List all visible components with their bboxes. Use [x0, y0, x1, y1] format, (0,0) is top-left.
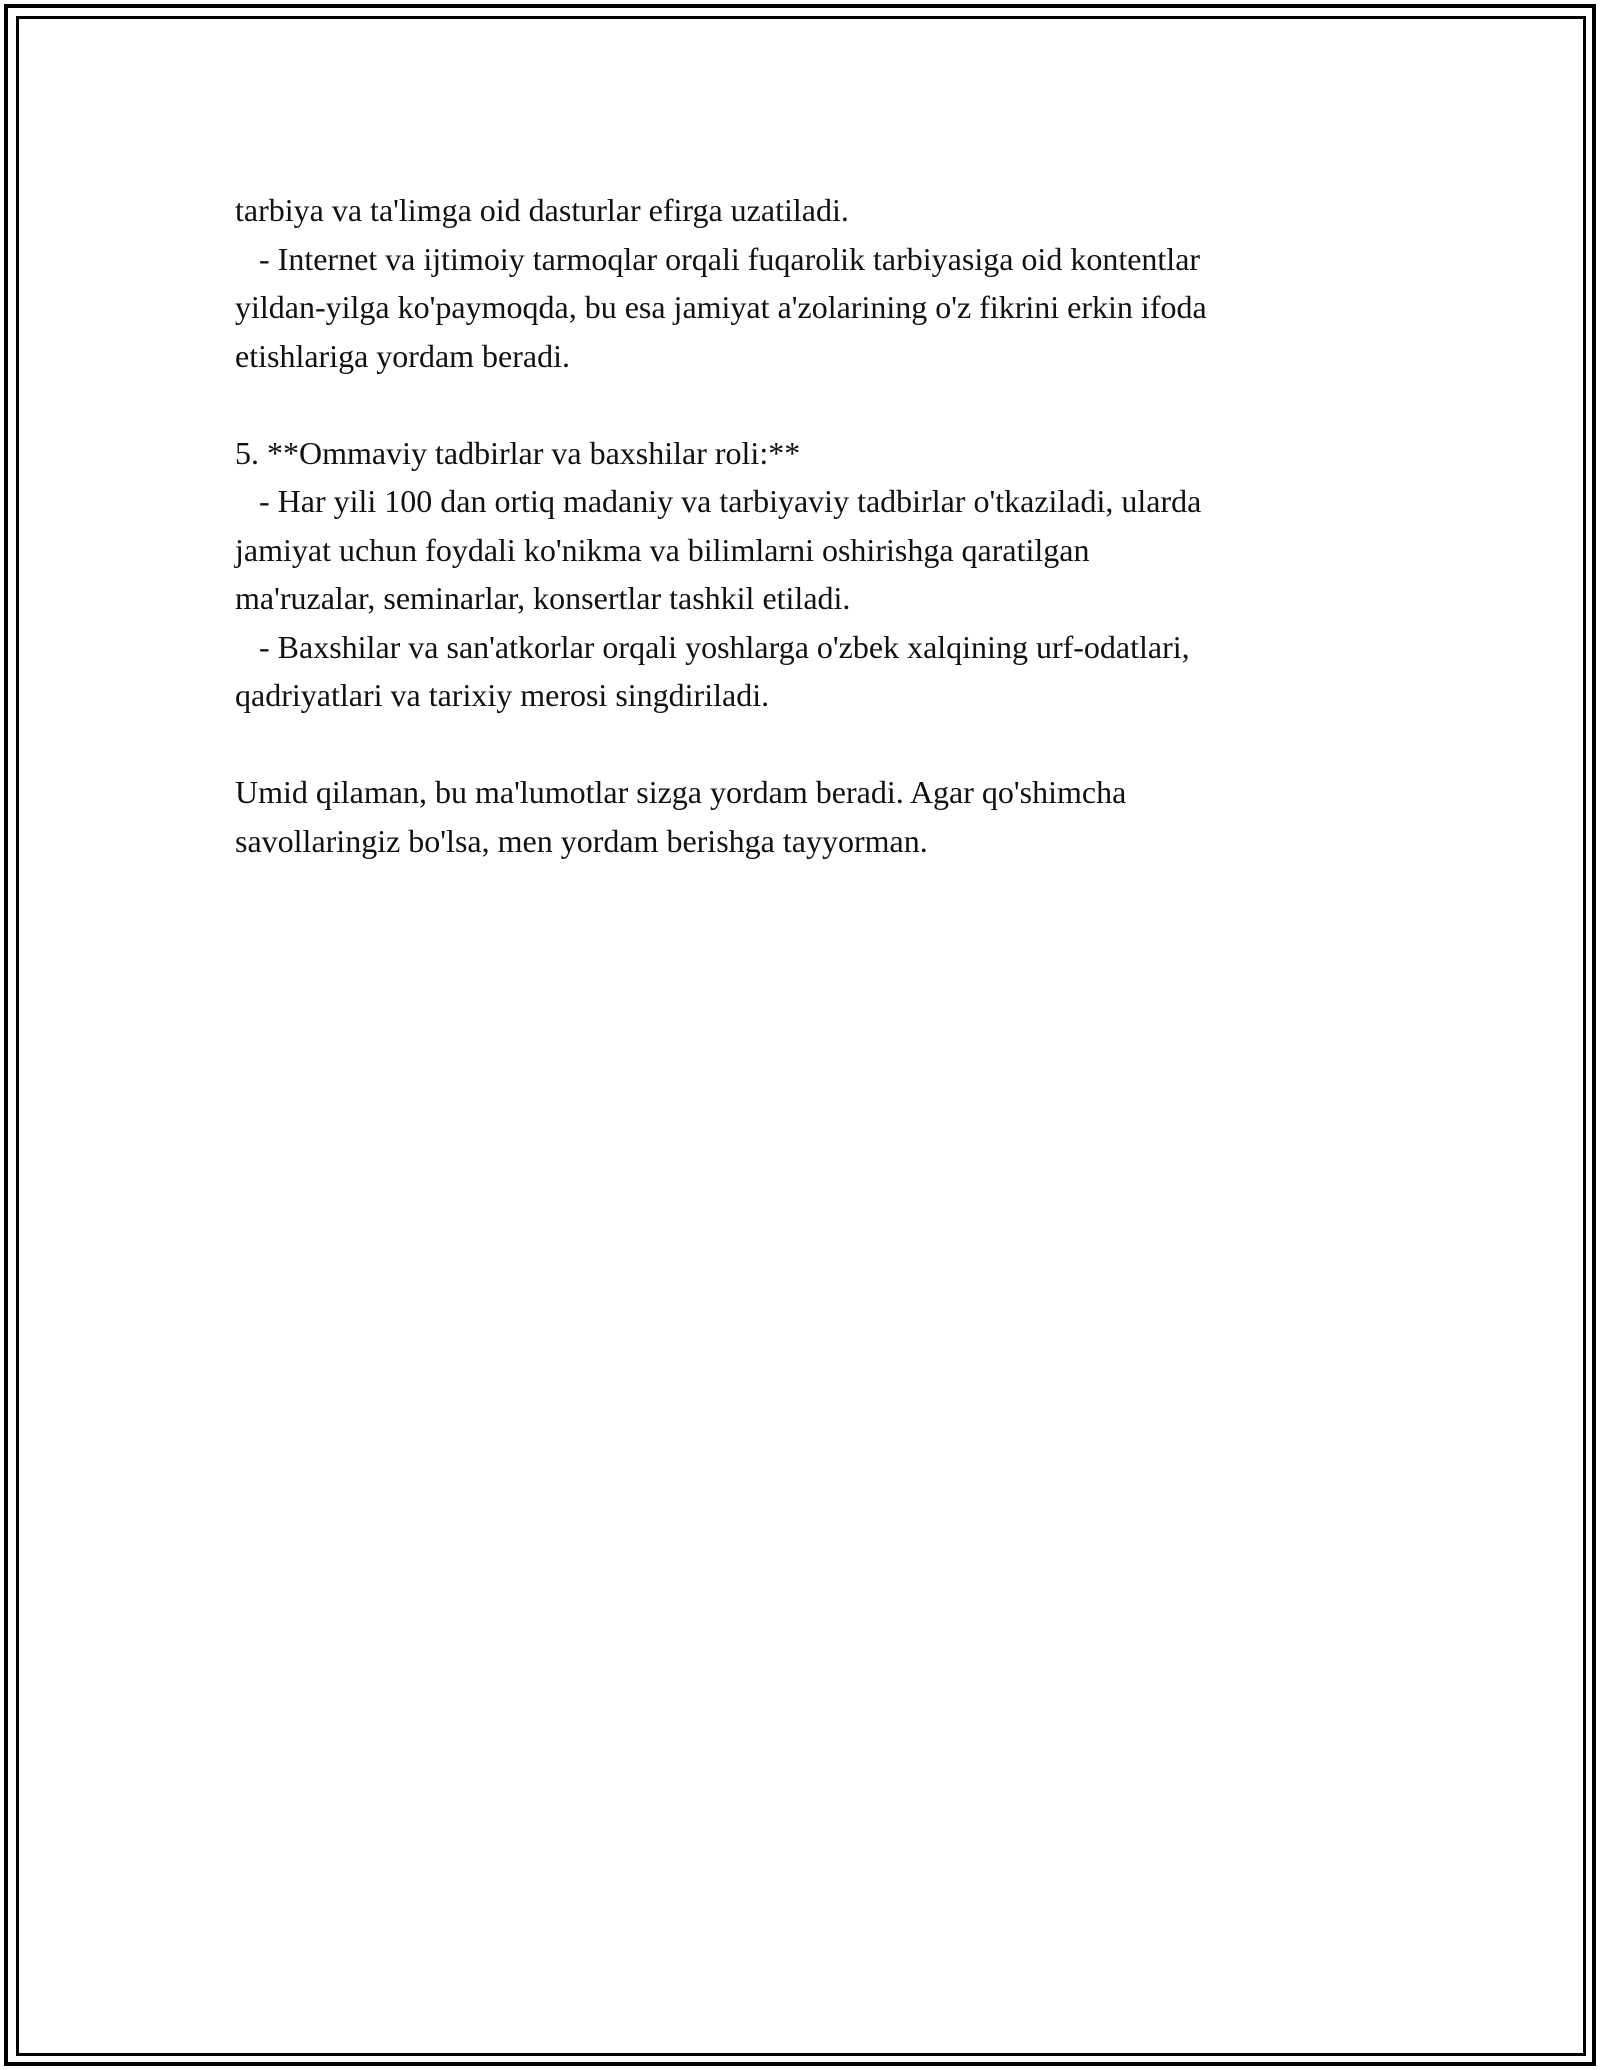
text-line: savollaringiz bo'lsa, men yordam berishga tayyorman. [235, 822, 928, 859]
paragraph-media [235, 186, 1365, 380]
paragraph-spacer [235, 720, 1365, 769]
document-body [235, 186, 1365, 865]
text-line: - Baxshilar va san'atkorlar orqali yoshlarga o'zbek xalqining urf-odatlari, [235, 628, 1190, 665]
text-line: yildan-yilga ko'paymoqda, bu esa jamiyat a'zolarining o'z fikrini erkin ifoda [235, 289, 1207, 325]
text-line: jamiyat uchun foydali ko'nikma va bilimlarni oshirishga qaratilgan [235, 531, 1090, 568]
text-line: Umid qilaman, bu ma'lumotlar sizga yordam beradi. Agar qo'shimcha [235, 774, 1127, 810]
paragraph-spacer [235, 380, 1365, 429]
paragraph-closing [235, 768, 1365, 865]
text-line: etishlariga yordam beradi. [235, 337, 570, 374]
text-line: - Internet va ijtimoiy tarmoqlar orqali fuqarolik tarbiyasiga oid kontentlar [235, 240, 1201, 277]
text-line: - Har yili 100 dan ortiq madaniy va tarbiyaviy tadbirlar o'tkaziladi, ularda [235, 483, 1202, 519]
text-line: ma'ruzalar, seminarlar, konsertlar tashkil etiladi. [235, 580, 851, 616]
text-line: qadriyatlari va tarixiy merosi singdiriladi. [235, 677, 770, 713]
paragraph-events [235, 429, 1365, 720]
section-heading: 5. **Ommaviy tadbirlar va baxshilar roli:** [235, 434, 801, 471]
text-line: tarbiya va ta'limga oid dasturlar efirga uzatiladi. [235, 192, 849, 228]
